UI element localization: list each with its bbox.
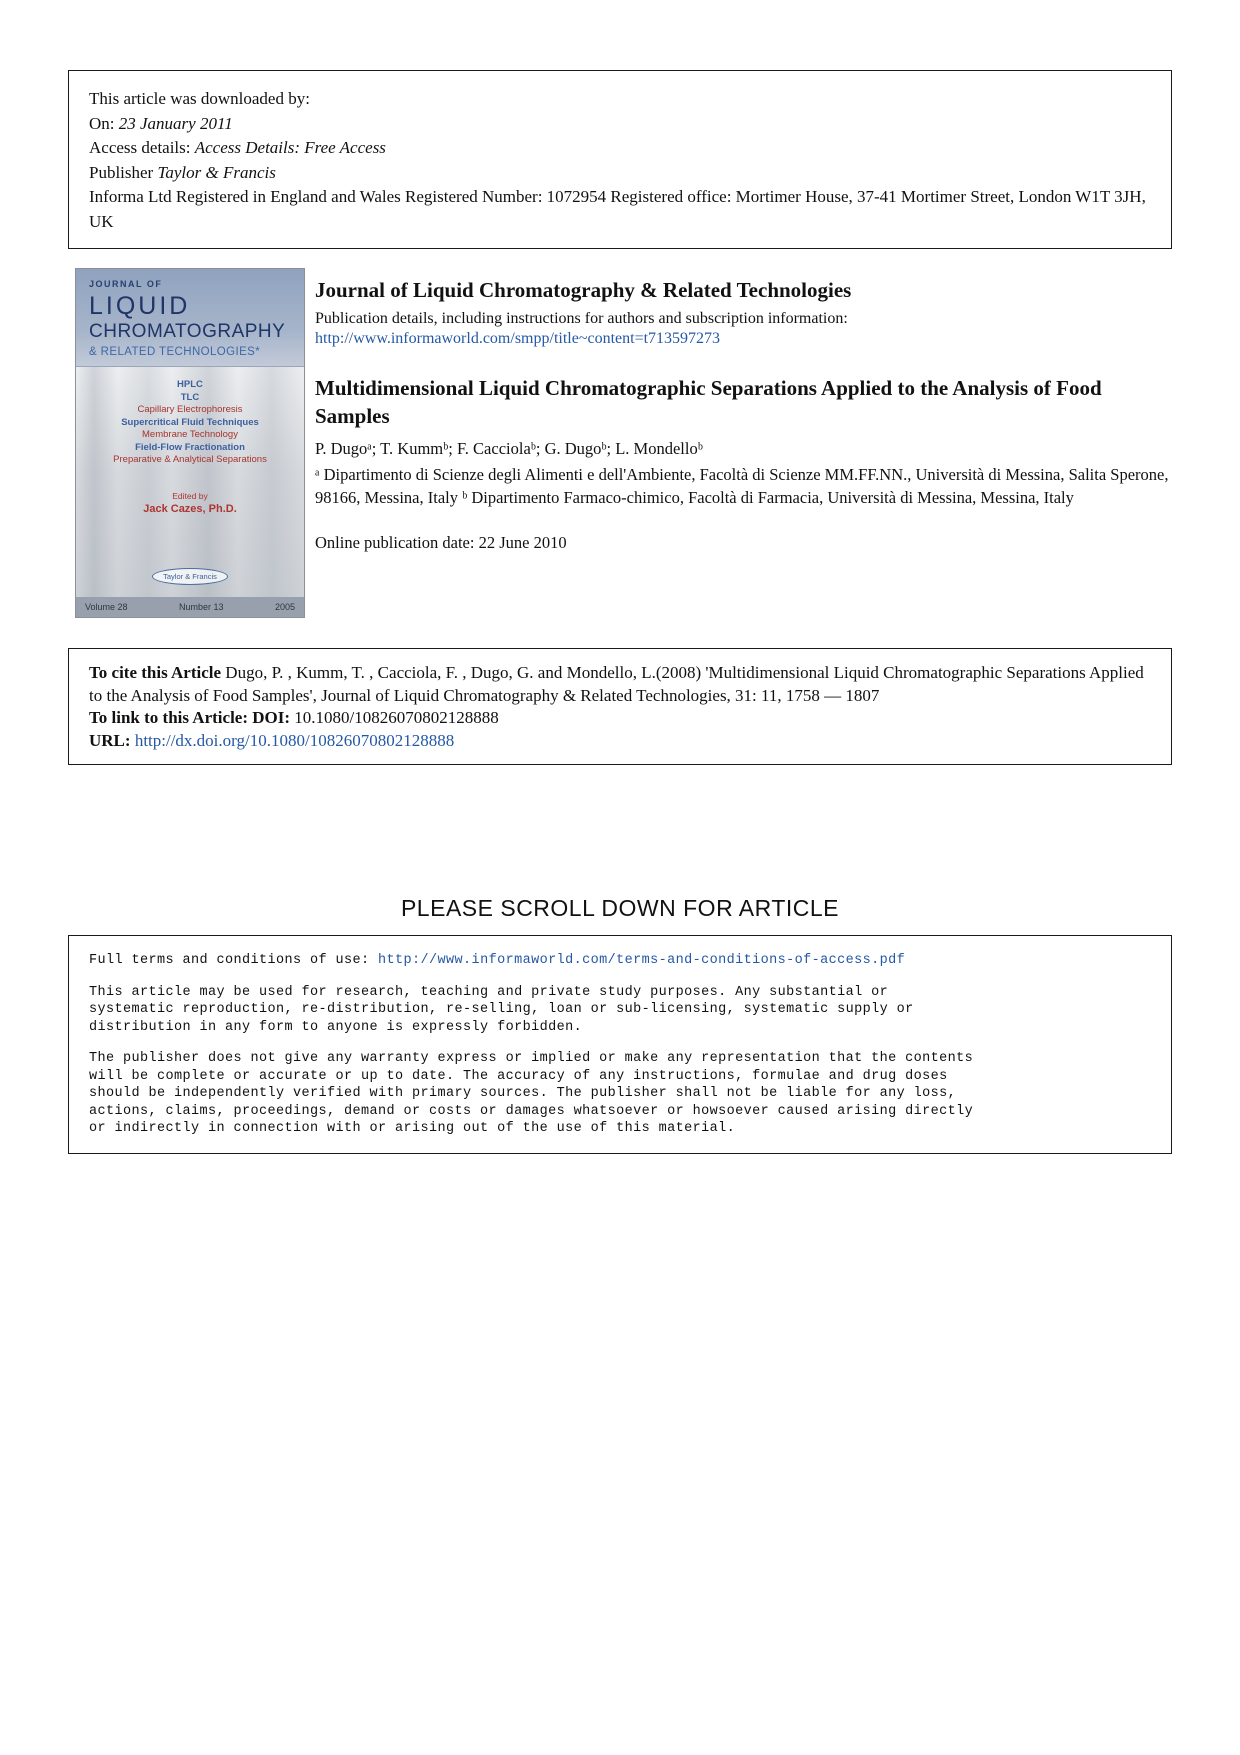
cite-text: Dugo, P. , Kumm, T. , Cacciola, F. , Dugo, G. and Mondello, L.(2008) 'Multidimensional Liquid Chromatographic Separations Applied to the Analysis of Food Samples', Journal of Liquid Chromatography & Related Technologies, 31: 11, 1758 — 1807 (89, 663, 1144, 705)
cover-number: Number 13 (178, 602, 224, 612)
publication-details-text: Publication details, including instructions for authors and subscription information: (315, 310, 848, 327)
cover-volume: Volume 28 (85, 602, 128, 612)
cover-topic: HPLC (177, 379, 203, 390)
cite-paragraph (89, 662, 1151, 707)
on-label: On: (89, 113, 119, 133)
cover-topic: Preparative & Analytical Separations (113, 454, 267, 465)
publisher-label: Publisher (89, 162, 158, 182)
edited-by-label: Edited by (172, 490, 208, 501)
terms-paragraph-1: This article may be used for research, teaching and private study purposes. Any substantial or systematic reproduction, re-distribution, re-selling, loan or sub-licensing, systematic supply or distribution in any form to anyone is expressly forbidden. (89, 984, 914, 1035)
cover-year: 2005 (274, 602, 295, 612)
terms-box (68, 935, 1172, 1154)
url-label: URL: (89, 730, 135, 750)
cover-body (76, 367, 304, 597)
cover-footer-strip (76, 597, 304, 617)
terms-pdf-link[interactable]: http://www.informaworld.com/terms-and-conditions-of-access.pdf (378, 953, 906, 968)
cover-title-chromatography: CHROMATOGRAPHY (89, 321, 286, 342)
terms-intro-label: Full terms and conditions of use: (89, 953, 379, 968)
editor-name: Jack Cazes, Ph.D. (143, 502, 237, 515)
publisher-value: Taylor & Francis (157, 162, 276, 182)
cover-topic: Membrane Technology (142, 429, 238, 440)
doi-url-link[interactable]: http://dx.doi.org/10.1080/10826070802128888 (134, 730, 455, 750)
cover-topics-list (113, 367, 267, 467)
journal-cover-image (75, 268, 305, 618)
cover-title-related: & RELATED TECHNOLOGIES* (89, 346, 261, 358)
publication-info (315, 278, 1171, 553)
cover-topic: Supercritical Fluid Techniques (121, 416, 259, 428)
cover-topic: Capillary Electrophoresis (137, 404, 243, 415)
terms-intro-line (89, 952, 1151, 970)
access-value: Access Details: Free Access (194, 138, 386, 157)
article-title: Multidimensional Liquid Chromatographic Separations Applied to the Analysis of Food Samples (315, 376, 1102, 428)
scroll-down-notice: PLEASE SCROLL DOWN FOR ARTICLE (400, 895, 840, 921)
cover-topic: Field-Flow Fractionation (135, 441, 245, 453)
cover-topic: TLC (180, 391, 200, 403)
article-affiliations: ᵃ Dipartimento di Scienze degli Alimenti e dell'Ambiente, Facoltà di Scienze MM.FF.NN., Università di Messina, Salita Sperone, 98166, Messina, Italy ᵇ Dipartimento Farmaco-chimico, Facoltà di Farmacia, Università di Messina, Messina, Italy (315, 465, 1169, 507)
on-value: 23 January 2011 (118, 113, 233, 133)
access-label: Access details: (89, 138, 195, 157)
terms-paragraph-2: The publisher does not give any warranty express or implied or make any representation that the contents will be complete or accurate or up to date. The accuracy of any instructions, formulae and drug doses should be independently verified with primary sources. The publisher shall not be liable for any loss, actions, claims, proceedings, demand or costs or damages whatsoever or howsoever caused arising directly or indirectly in connection with or arising out of the use of this material. (89, 1051, 974, 1136)
cover-title-liquid: LIQUID (89, 292, 191, 320)
doi-value: 10.1080/10826070802128888 (290, 708, 499, 727)
journal-title: Journal of Liquid Chromatography & Related Technologies (315, 278, 852, 302)
download-info-box (68, 70, 1172, 249)
citation-box (68, 648, 1172, 765)
cover-editor-block (143, 491, 237, 515)
cite-label: To cite this Article (89, 663, 222, 682)
taylor-francis-logo: Taylor & Francis (152, 568, 228, 585)
doi-label: To link to this Article: DOI: (89, 708, 291, 727)
publisher-line (89, 161, 1151, 186)
informa-registration-line: Informa Ltd Registered in England and Wales Registered Number: 1072954 Registered office: Mortimer House, 37-41 Mortimer Street, London W1T 3JH, UK (89, 187, 1146, 231)
article-authors: P. Dugoᵃ; T. Kummᵇ; F. Cacciolaᵇ; G. Dugoᵇ; L. Mondelloᵇ (315, 439, 703, 458)
doi-line (89, 707, 1151, 730)
journal-url-link[interactable]: http://www.informaworld.com/smpp/title~content=t713597273 (315, 330, 721, 347)
url-line (89, 730, 1151, 753)
cover-journal-of: JOURNAL OF (89, 279, 163, 289)
downloaded-by-line: This article was downloaded by: (89, 89, 310, 108)
online-publication-date: Online publication date: 22 June 2010 (315, 533, 567, 552)
cover-masthead (76, 269, 304, 367)
access-details-line (89, 136, 1151, 161)
download-date-line (89, 112, 1151, 137)
